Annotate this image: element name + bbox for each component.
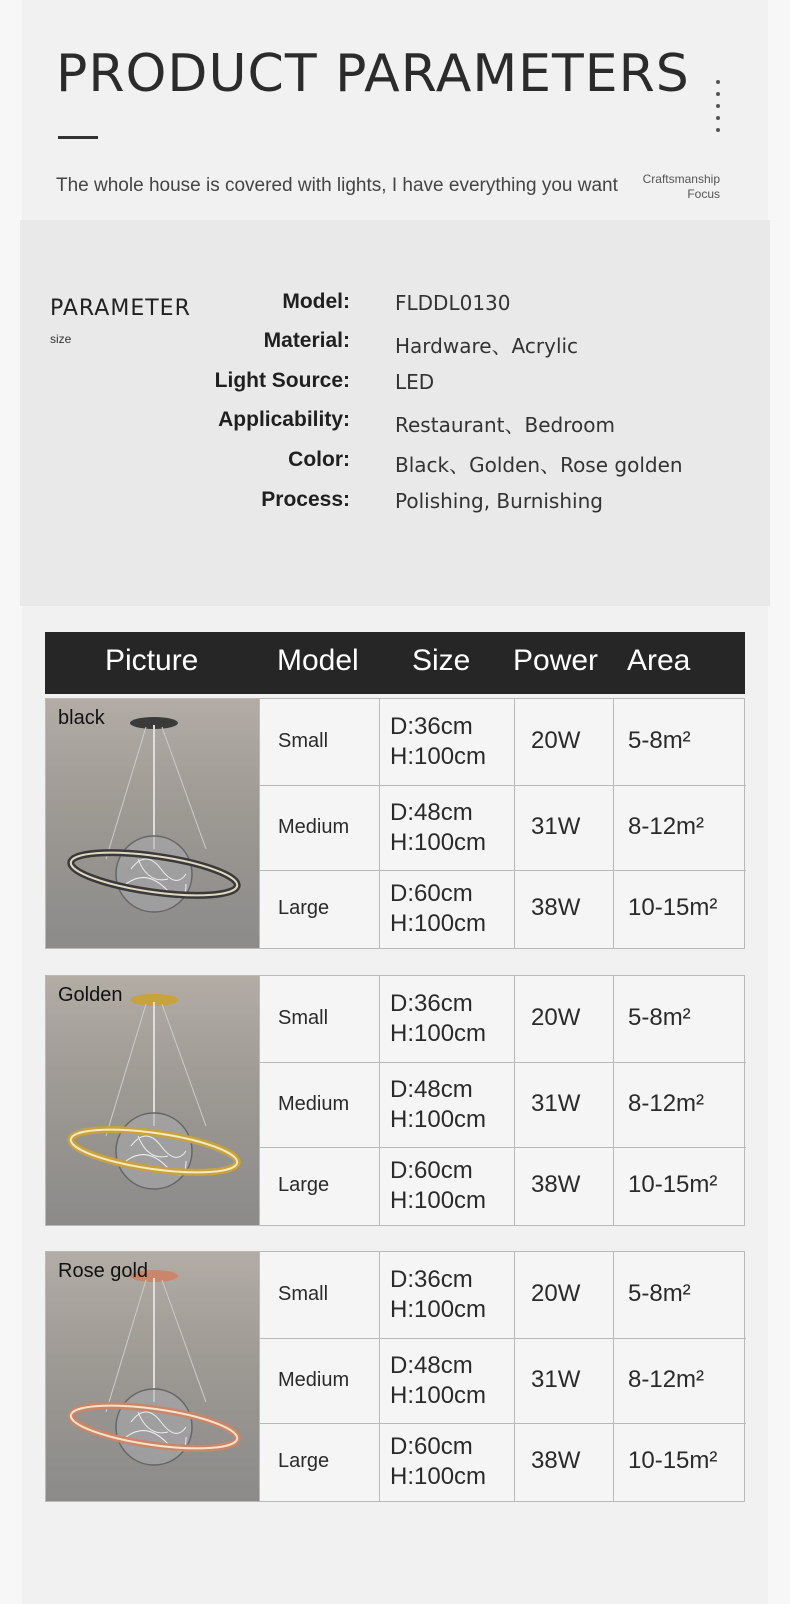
param-label: Material: [263, 329, 350, 352]
cell-model: Large [278, 1174, 330, 1196]
size-height: H:100cm [390, 828, 487, 856]
param-value: Restaurant、Bedroom [395, 413, 615, 437]
cell-area: 8-12m² [628, 1089, 705, 1117]
cell-model: Medium [278, 815, 350, 838]
column-divider [514, 699, 515, 948]
header-model: Model [277, 644, 359, 677]
cell-power: 38W [531, 1447, 581, 1474]
vertical-dots-icon [716, 80, 722, 136]
param-value: Polishing, Burnishing [395, 489, 603, 513]
product-picture [46, 976, 260, 1225]
column-divider [379, 1252, 380, 1501]
cell-model: Small [278, 1007, 329, 1029]
cell-power: 20W [531, 727, 581, 754]
product-group [45, 698, 745, 949]
param-value: LED [395, 370, 435, 394]
param-row-color [180, 448, 740, 484]
cell-power: 20W [531, 1004, 581, 1031]
cell-size [390, 1432, 486, 1492]
param-row-material [180, 329, 740, 365]
cell-size [390, 989, 486, 1049]
header-area: Area [627, 644, 691, 677]
size-diameter: D:60cm [390, 1157, 473, 1184]
cell-model: Small [278, 1283, 329, 1305]
cell-power: 31W [531, 812, 581, 840]
param-row-applicability [180, 408, 740, 444]
size-height: H:100cm [390, 1296, 487, 1323]
row-divider [260, 785, 746, 786]
page-title: PRODUCT PARAMETERS [56, 44, 690, 104]
row-divider [260, 870, 746, 871]
cell-model: Medium [278, 1092, 350, 1115]
param-label: Color: [288, 448, 350, 471]
cell-model: Small [278, 730, 329, 752]
cell-model: Large [278, 1450, 330, 1472]
column-divider [613, 1252, 614, 1501]
size-diameter: D:60cm [390, 880, 473, 907]
row-divider [260, 1062, 746, 1063]
cell-area: 10-15m² [628, 1171, 718, 1198]
cell-area: 8-12m² [628, 1365, 705, 1393]
cell-size [390, 1156, 486, 1216]
pendant-lamp-icon [46, 1252, 260, 1501]
cell-size [390, 712, 486, 772]
cell-model: Medium [278, 1368, 350, 1391]
color-label: Golden [58, 984, 123, 1006]
size-diameter: D:36cm [390, 990, 473, 1017]
column-divider [514, 1252, 515, 1501]
parameter-heading: PARAMETER [50, 296, 191, 321]
page-subtitle: The whole house is covered with lights, I have everything you want [56, 175, 618, 196]
size-height: H:100cm [390, 910, 487, 937]
title-underline [58, 136, 98, 139]
cell-size [390, 1075, 486, 1135]
craft-line-1: Craftsmanship [642, 172, 720, 186]
craftsmanship-note [620, 172, 720, 202]
product-group [45, 1251, 745, 1502]
size-height: H:100cm [390, 1187, 487, 1214]
size-diameter: D:60cm [390, 1433, 473, 1460]
header-power: Power [513, 644, 599, 677]
column-divider [613, 699, 614, 948]
color-label: Rose gold [58, 1260, 149, 1282]
cell-size [390, 879, 486, 939]
size-height: H:100cm [390, 1463, 487, 1490]
header-picture: Picture [105, 644, 199, 677]
header-size: Size [412, 644, 471, 677]
param-value: Hardware、Acrylic [395, 334, 579, 358]
size-diameter: D:36cm [390, 713, 473, 740]
size-height: H:100cm [390, 1381, 487, 1409]
row-divider [260, 1423, 746, 1424]
cell-area: 5-8m² [628, 1280, 691, 1307]
size-diameter: D:48cm [390, 1351, 473, 1379]
cell-power: 38W [531, 894, 581, 921]
color-label: black [58, 707, 105, 729]
cell-area: 8-12m² [628, 812, 705, 840]
table-header [45, 632, 745, 694]
size-height: H:100cm [390, 743, 487, 770]
row-divider [260, 1338, 746, 1339]
param-label: Process: [261, 488, 350, 511]
product-group [45, 975, 745, 1226]
param-label: Model: [282, 290, 350, 313]
cell-size [390, 798, 486, 858]
cell-power: 38W [531, 1171, 581, 1198]
cell-area: 5-8m² [628, 727, 691, 754]
cell-power: 31W [531, 1089, 581, 1117]
size-diameter: D:48cm [390, 798, 473, 826]
column-divider [514, 976, 515, 1225]
product-picture [46, 699, 260, 948]
cell-area: 5-8m² [628, 1004, 691, 1031]
pendant-lamp-icon [46, 976, 260, 1225]
craft-line-2: Focus [687, 187, 720, 201]
cell-power: 20W [531, 1280, 581, 1307]
param-value: FLDDL0130 [395, 291, 511, 315]
column-divider [379, 699, 380, 948]
pendant-lamp-icon [46, 699, 260, 948]
cell-size [390, 1351, 486, 1411]
size-diameter: D:36cm [390, 1266, 473, 1293]
param-row-process [180, 488, 740, 524]
product-picture [46, 1252, 260, 1501]
cell-model: Large [278, 897, 330, 919]
cell-power: 31W [531, 1365, 581, 1393]
parameter-subheading: size [50, 332, 72, 346]
param-row-light-source [180, 369, 740, 405]
size-diameter: D:48cm [390, 1075, 473, 1103]
size-height: H:100cm [390, 1105, 487, 1133]
row-divider [260, 1147, 746, 1148]
param-row-model [180, 290, 740, 326]
param-label: Applicability: [218, 408, 350, 431]
cell-size [390, 1265, 486, 1325]
cell-area: 10-15m² [628, 894, 718, 921]
param-label: Light Source: [214, 369, 350, 392]
size-height: H:100cm [390, 1020, 487, 1047]
column-divider [379, 976, 380, 1225]
cell-area: 10-15m² [628, 1447, 718, 1474]
param-value: Black、Golden、Rose golden [395, 453, 683, 477]
column-divider [613, 976, 614, 1225]
